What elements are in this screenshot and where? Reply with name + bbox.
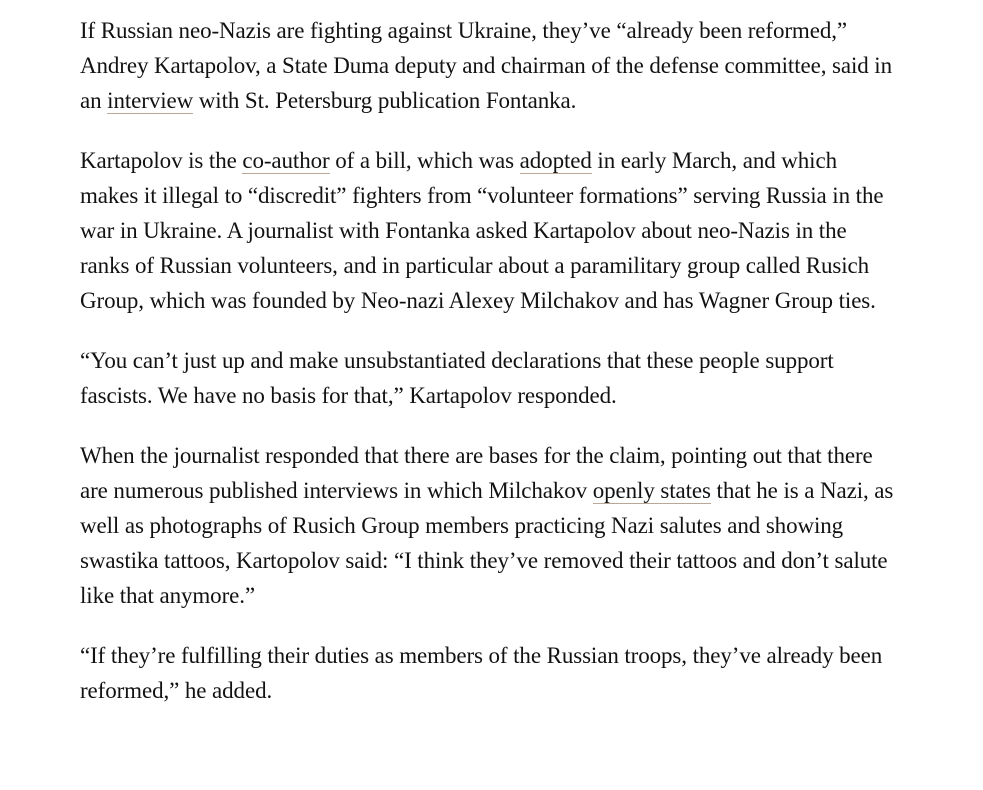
paragraph-1-text-1: If Russian neo-Nazis are fighting against Ukraine, they’ve “already been reformed,” Andrey Kartapolov, a State Duma deputy and chairman of the defense committee, said in an: [80, 18, 892, 113]
paragraph-3-text-1: “You can’t just up and make unsubstantiated declarations that these people support fascists. We have no basis for that,” Kartapolov responded.: [80, 348, 834, 408]
co-author-link[interactable]: co-author: [242, 148, 330, 173]
paragraph-4: [80, 438, 900, 613]
paragraph-5-text-1: “If they’re fulfilling their duties as members of the Russian troops, they’ve already been reformed,” he added.: [80, 643, 883, 703]
paragraph-1: [80, 13, 900, 118]
paragraph-2: [80, 143, 900, 318]
openly-states-link[interactable]: openly states: [592, 478, 711, 503]
paragraph-5: [80, 638, 900, 708]
adopted-link[interactable]: adopted: [519, 148, 592, 173]
paragraph-3: [80, 343, 900, 413]
paragraph-2-text-1: Kartapolov is the: [80, 148, 243, 173]
paragraph-4-text-1: When the journalist responded that there are bases for the claim, pointing out that there are numerous published interviews in which Milchakov: [80, 443, 873, 503]
paragraph-1-text-2: with St. Petersburg publication Fontanka.: [193, 88, 577, 113]
interview-link[interactable]: interview: [107, 88, 194, 113]
paragraph-4-text-2: that he is a Nazi, as well as photographs of Rusich Group members practicing Nazi salutes and showing swastika tattoos, Kartopolov said: “I think they’ve removed their tattoos and don’t salute like that anymore.”: [80, 478, 894, 608]
paragraph-2-text-2: of a bill, which was: [329, 148, 520, 173]
paragraph-2-text-3: in early March, and which makes it illegal to “discredit” fighters from “volunteer formations” serving Russia in the war in Ukraine. A journalist with Fontanka asked Kartapolov about neo-Nazis in the ranks of Russian volunteers, and in particular about a paramilitary group called Rusich Group, which was founded by Neo-nazi Alexey Milchakov and has Wagner Group ties.: [80, 148, 884, 313]
